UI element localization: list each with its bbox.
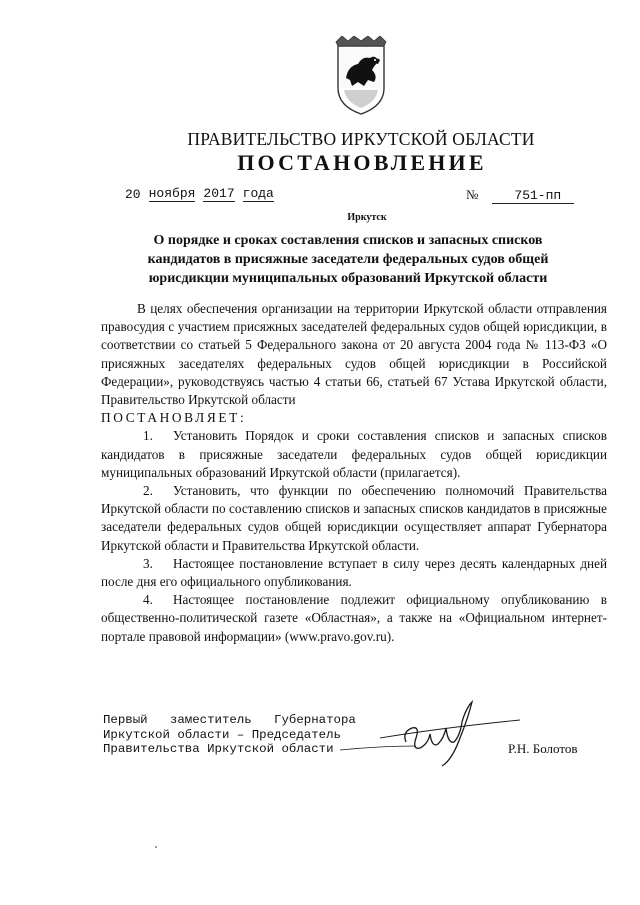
document-type-title: ПОСТАНОВЛЕНИЕ (237, 150, 487, 175)
date-month: ноября (148, 186, 196, 201)
signatory-name: Р.Н. Болотов (508, 741, 578, 756)
list-item (101, 591, 607, 646)
number-sign: № (466, 187, 479, 202)
item-number: 4. (143, 592, 153, 608)
position-line: Правительства Иркутской области (103, 742, 334, 757)
item-number: 2. (143, 483, 153, 499)
list-item (101, 482, 607, 555)
item-number: 1. (143, 428, 153, 444)
signatory-position (103, 713, 356, 757)
item-text: Установить Порядок и сроки составления списков и запасных списков кандидатов в присяжные заседатели федеральных судов общей юрисдикции муниципальных образований Иркутской области (прилагается). (101, 428, 607, 480)
document-number (466, 187, 574, 204)
decree-word: ПОСТАНОВЛЯЕТ: (101, 410, 247, 426)
item-number: 3. (143, 555, 153, 571)
item-text: Установить, что функции по обеспечению полномочий Правительства Иркутской области по составлению списков и запасных списков кандидатов в присяжные заседатели федеральных судов общей юрисдикции осуществляет аппарат Губернатора Иркутской области и Правительства Иркутской области. (101, 483, 607, 553)
government-title: ПРАВИТЕЛЬСТВО ИРКУТСКОЙ ОБЛАСТИ (187, 129, 535, 149)
document-date (125, 187, 274, 202)
list-item (101, 427, 607, 482)
item-text: Настоящее постановление подлежит официальному опубликованию в общественно-политической газете «Областная», а также на «Официальном интернет-портале правовой информации» (www.pravo.gov.ru). (101, 592, 607, 644)
preamble-paragraph: В целях обеспечения организации на территории Иркутской области отправления правосудия с участием присяжных заседателей федеральных судов общей юрисдикции, в соответствии со статьей 5 Федерального закона от 20 августа 2004 года № 113-ФЗ «О присяжных заседателях федеральных судов общей юрисдикции в Российской Федерации», руководствуясь частью 4 статьи 66, статьей 67 Устава Иркутской области, Правительство Иркутской области (101, 301, 607, 408)
coat-of-arms-icon (328, 36, 394, 118)
scan-artifact (155, 846, 157, 848)
document-body (101, 300, 607, 646)
city-label: Иркутск (347, 212, 387, 223)
document-subject: О порядке и сроках составления списков и запасных списков кандидатов в присяжные заседатели федеральных судов общей юрисдикции муниципальных образований Иркутской области (147, 233, 549, 286)
number-value: 751-пп (492, 189, 574, 204)
date-suffix: года (242, 186, 274, 201)
position-line: Первый заместитель Губернатора (103, 713, 356, 727)
date-year: 2017 (203, 186, 235, 201)
position-line: Иркутской области – Председатель (103, 727, 341, 742)
handwritten-signature (320, 698, 530, 768)
item-text: Настоящее постановление вступает в силу через десять календарных дней после дня его официального опубликования. (101, 555, 607, 590)
date-day: 20 (125, 187, 141, 202)
list-item (101, 555, 607, 591)
